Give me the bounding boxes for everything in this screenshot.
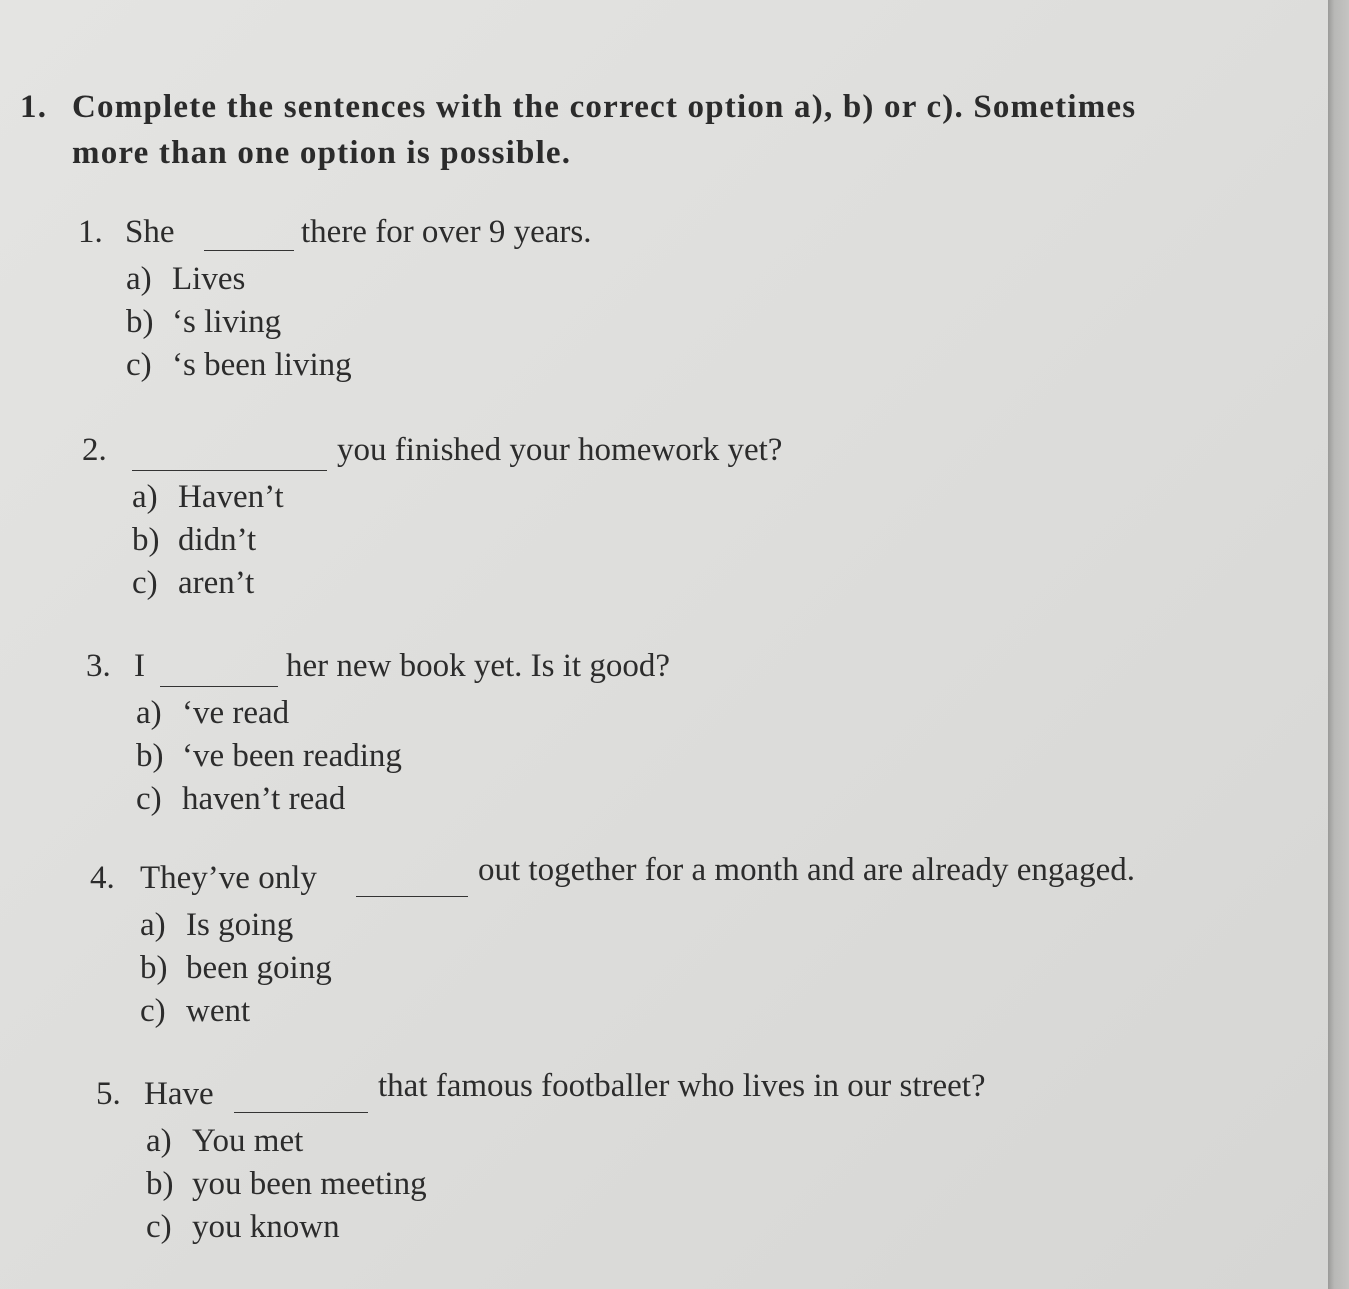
question-4-sentence (90, 852, 1290, 904)
question-number: 3. (86, 648, 111, 684)
sentence-start: They’ve only (140, 860, 317, 896)
answer-blank[interactable] (132, 470, 327, 471)
question-number: 5. (96, 1076, 121, 1112)
option-c[interactable]: c) you known (146, 1209, 340, 1245)
sentence-end: you finished your homework yet? (337, 432, 783, 468)
question-1-sentence (78, 214, 1178, 258)
sentence-end: that famous footballer who lives in our street? (378, 1068, 986, 1104)
option-a[interactable]: a) ‘ve read (136, 695, 290, 731)
option-c[interactable]: c) went (140, 993, 251, 1029)
sentence-end: her new book yet. Is it good? (286, 648, 670, 684)
question-3-options (136, 692, 1186, 821)
exercise-instruction (20, 84, 1260, 176)
option-b[interactable]: b) ‘s living (126, 304, 282, 340)
question-2-options (132, 476, 1182, 605)
exercise-number: 1. (20, 89, 48, 125)
question-4 (90, 852, 1290, 1033)
question-number: 4. (90, 860, 115, 896)
question-number: 2. (82, 432, 107, 468)
option-a[interactable]: a) You met (146, 1123, 304, 1159)
sentence-start: I (134, 648, 145, 684)
answer-blank[interactable] (160, 686, 278, 687)
option-c[interactable]: c) aren’t (132, 565, 255, 601)
question-3-sentence (86, 648, 1186, 692)
question-1-options (126, 258, 1178, 387)
question-2-sentence (82, 432, 1182, 476)
answer-blank[interactable] (356, 896, 468, 897)
question-3 (86, 648, 1186, 821)
option-a[interactable]: a) Lives (126, 261, 246, 297)
option-b[interactable]: b) you been meeting (146, 1166, 427, 1202)
option-b[interactable]: b) didn’t (132, 522, 257, 558)
instruction-line-1: Complete the sentences with the correct option a), b) or c). Sometimes (72, 89, 1137, 125)
answer-blank[interactable] (234, 1112, 368, 1113)
option-a[interactable]: a) Is going (140, 907, 294, 943)
answer-blank[interactable] (204, 250, 294, 251)
option-b[interactable]: b) been going (140, 950, 332, 986)
question-2 (82, 432, 1182, 605)
question-number: 1. (78, 214, 103, 250)
page-edge-shadow (1328, 0, 1349, 1289)
sentence-start: She (125, 214, 175, 250)
option-c[interactable]: c) haven’t read (136, 781, 346, 817)
question-5-sentence (96, 1068, 1196, 1120)
question-5-options (146, 1120, 1196, 1249)
instruction-line-2: more than one option is possible. (72, 135, 572, 171)
option-b[interactable]: b) ‘ve been reading (136, 738, 402, 774)
question-1 (78, 214, 1178, 387)
question-5 (96, 1068, 1196, 1249)
option-c[interactable]: c) ‘s been living (126, 347, 352, 383)
sentence-start: Have (144, 1076, 214, 1112)
sentence-end: there for over 9 years. (301, 214, 592, 250)
option-a[interactable]: a) Haven’t (132, 479, 284, 515)
question-4-options (140, 904, 1290, 1033)
sentence-end: out together for a month and are already engaged. (478, 852, 1135, 888)
